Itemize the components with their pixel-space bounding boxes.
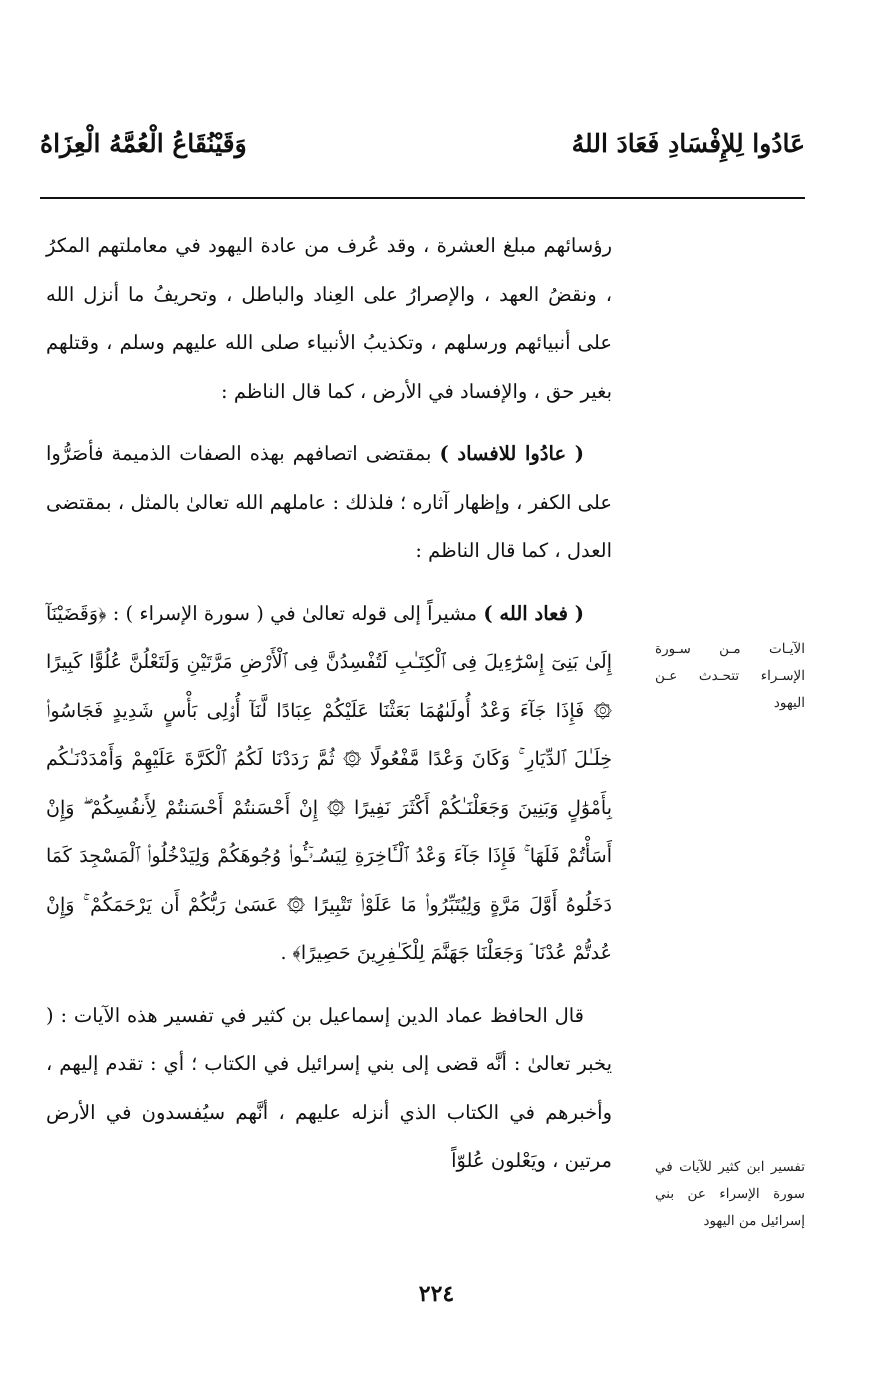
running-head-right: عَادُوا لِلإِفْسَادِ فَعَادَ اللهُ [571,128,805,158]
margin-note-2: تفسير ابن كثير للآيات في سورة الإسراء عن بني إسرائيل من اليهود [655,1159,805,1229]
running-head [40,118,805,168]
paragraph-2 [46,430,612,576]
paragraph-3-lead: ( فعاد الله ) [483,601,585,625]
header-rule [40,197,805,199]
running-head-left: وَقَيْنُقَاعُ الْعُمَّهُ الْعِزَاهُ [40,128,247,158]
paragraph-1: رؤسائهم مبلغ العشرة ، وقد عُرف من عادة اليهود في معاملتهم المكرُ ، ونقضُ العهد ، والإصرارُ على العِناد والباطل ، وتحريفُ ما أنزل الله على أنبيائهم ورسلهم ، وتكذيبُ الأنبياء صلى الله عليهم وسلم ، وقتلهم بغير حق ، والإفساد في الأرض ، كما قال الناظم : [46,234,612,403]
paragraph-2-body: بمقتضى اتصافهم بهذه الصفات الذميمة فأصَرُّوا على الكفر ، وإظهار آثاره ؛ فلذلك : عاملهم الله تعالىٰ بالمثل ، بمقتضى العدل ، كما قال الناظم : [46,442,612,562]
main-text-column [46,222,612,1200]
margin-note-1: الآيـات مـن سـورة الإسـراء تتحـدث عـن اليهود [655,641,805,711]
paragraph-3 [46,590,612,978]
quran-verses: ﴿وَقَضَيْنَآ إِلَىٰ بَنِىٓ إِسْرَٰٓءِيلَ فِى ٱلْكِتَـٰبِ لَتُفْسِدُنَّ فِى ٱلْأَرْضِ مَرَّتَيْنِ وَلَتَعْلُنَّ عُلُوًّا كَبِيرًا ۞ فَإِذَا جَآءَ وَعْدُ أُولَىٰهُمَا بَعَثْنَا عَلَيْكُمْ عِبَادًا لَّنَآ أُو۟لِى بَأْسٍ شَدِيدٍ فَجَاسُوا۟ خِلَـٰلَ ٱلدِّيَارِ ۚ وَكَانَ وَعْدًا مَّفْعُولًا ۞ ثُمَّ رَدَدْنَا لَكُمُ ٱلْكَرَّةَ عَلَيْهِمْ وَأَمْدَدْنَـٰكُم بِأَمْوَٰلٍ وَبَنِينَ وَجَعَلْنَـٰكُمْ أَكْثَرَ نَفِيرًا ۞ إِنْ أَحْسَنتُمْ أَحْسَنتُمْ لِأَنفُسِكُمْ ۖ وَإِنْ أَسَأْتُمْ فَلَهَا ۚ فَإِذَا جَآءَ وَعْدُ ٱلْـَٔاخِرَةِ لِيَسُـۥٓـُٔوا۟ وُجُوهَكُمْ وَلِيَدْخُلُوا۟ ٱلْمَسْجِدَ كَمَا دَخَلُوهُ أَوَّلَ مَرَّةٍ وَلِيُتَبِّرُوا۟ مَا عَلَوْا۟ تَتْبِيرًا ۞ عَسَىٰ رَبُّكُمْ أَن يَرْحَمَكُمْ ۚ وَإِنْ عُدتُّمْ عُدْنَا ۘ وَجَعَلْنَا جَهَنَّمَ لِلْكَـٰفِرِينَ حَصِيرًا﴾ . [46,602,612,964]
paragraph-2-lead: ( عادُوا للافساد ) [439,442,584,465]
paragraph-3-body: مشيراً إلى قوله تعالىٰ في ( سورة الإسراء ) : [112,601,478,625]
paragraph-4: قال الحافظ عماد الدين إسماعيل بن كثير في تفسير هذه الآيات : ( يخبر تعالىٰ : أنَّه قضى إلى بني إسرائيل في الكتاب ؛ أي : تقدم إليهم ، وأخبرهم في الكتاب الذي أنزله عليهم ، أنَّهم سيُفسدون في الأرض مرتين ، ويَعْلون عُلوّاً [46,1003,612,1172]
page-number: ٢٢٤ [418,1281,455,1307]
